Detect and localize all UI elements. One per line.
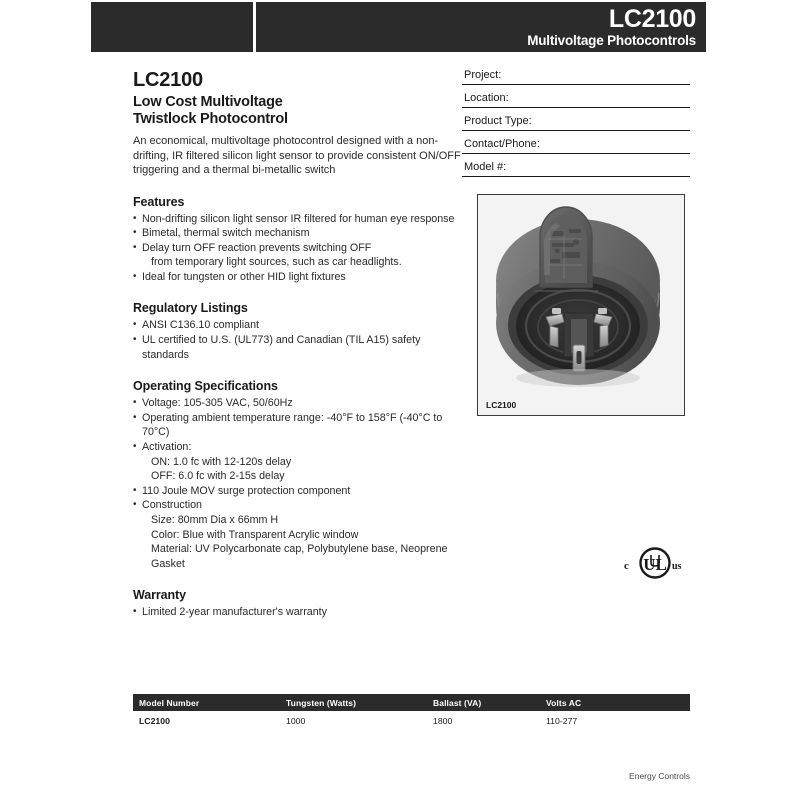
table-cell-ballast-va: 1800 (433, 716, 453, 726)
product-photo (477, 194, 685, 416)
page-footer: Energy Controls (629, 771, 690, 781)
list-item-continuation: Material: UV Polycarbonate cap, Polybutylene base, Neoprene Gasket (151, 543, 448, 570)
list-item: • ANSI C136.10 compliant (133, 318, 463, 333)
regulatory-list (133, 318, 463, 362)
table-row (133, 711, 690, 730)
specifications-table (133, 694, 690, 730)
field-label-model-number: Model #: (464, 161, 507, 173)
list-item: • 110 Joule MOV surge protection component (133, 484, 463, 499)
list-item-continuation: from temporary light sources, such as car headlights. (151, 256, 402, 269)
field-contact-phone[interactable] (462, 131, 690, 154)
section-warranty (133, 588, 463, 620)
list-item: • UL certified to U.S. (UL773) and Canadian (TIL A15) safety standards (133, 333, 463, 362)
product-description: An economical, multivoltage photocontrol designed with a non-drifting, IR filtered silicon light sensor to provide consistent ON/OFF triggering and a thermal bi-metallic switch (133, 135, 461, 176)
section-title-warranty: Warranty (133, 588, 186, 603)
section-title-regulatory: Regulatory Listings (133, 301, 248, 316)
field-label-location: Location: (464, 92, 509, 104)
ul-mark-c-letter: c (624, 560, 629, 572)
field-label-project: Project: (464, 69, 502, 81)
field-product-type[interactable] (462, 108, 690, 131)
list-item: • Delay turn OFF reaction prevents switching OFF (133, 241, 463, 256)
product-photo-caption: LC2100 (486, 400, 517, 410)
ul-mark-letters: UL (643, 555, 667, 574)
field-model-number[interactable] (462, 154, 690, 177)
list-item-continuation: ON: 1.0 fc with 12-120s delay (151, 455, 292, 468)
section-regulatory-listings (133, 301, 463, 362)
field-label-product-type: Product Type: (464, 115, 532, 127)
left-content-column (133, 68, 463, 620)
header-text-group (527, 5, 696, 49)
list-item: • Construction (133, 498, 463, 513)
table-header-cell: Tungsten (Watts) (286, 698, 357, 708)
header-divider (253, 2, 256, 52)
table-header-cell: Ballast (VA) (433, 698, 482, 708)
field-location[interactable] (462, 85, 690, 108)
section-features (133, 195, 463, 285)
list-item: • Ideal for tungsten or other HID light fixtures (133, 270, 463, 285)
operating-list (133, 396, 463, 571)
list-item: • Operating ambient temperature range: -40°F to 158°F (-40°C to 70°C) (133, 411, 463, 440)
table-cell-model-number: LC2100 (139, 716, 170, 726)
ul-listed-icon (622, 546, 688, 580)
page-header-bar (91, 2, 706, 52)
list-item-continuation: OFF: 6.0 fc with 2-15s delay (151, 470, 285, 483)
list-item: • Limited 2-year manufacturer's warranty (133, 605, 463, 620)
features-list (133, 212, 463, 285)
header-subtitle: Multivoltage Photocontrols (527, 33, 696, 48)
culus-certification-mark (622, 546, 688, 580)
field-label-contact-phone: Contact/Phone: (464, 138, 540, 150)
table-header-cell: Volts AC (546, 698, 582, 708)
table-header-cell: Model Number (139, 698, 200, 708)
list-item: • Non-drifting silicon light sensor IR filtered for human eye response (133, 212, 463, 227)
list-item: • Activation: (133, 440, 463, 455)
product-model-heading: LC2100 (133, 69, 203, 91)
table-cell-volts-ac: 110-277 (546, 716, 578, 726)
list-item-continuation: Size: 80mm Dia x 66mm H (151, 514, 279, 526)
table-cell-tungsten-watts: 1000 (286, 716, 306, 726)
product-name-line-1: Low Cost Multivoltage (133, 94, 283, 110)
table-header-row (133, 694, 690, 711)
photocontrol-device-image (478, 195, 684, 415)
field-project[interactable] (462, 62, 690, 85)
list-item-continuation: Color: Blue with Transparent Acrylic window (151, 528, 359, 541)
section-operating-specifications (133, 379, 463, 571)
list-item: • Bimetal, thermal switch mechanism (133, 226, 463, 241)
ul-mark-us-letters: us (672, 561, 682, 572)
section-title-operating: Operating Specifications (133, 379, 278, 394)
product-name-line-2: Twistlock Photocontrol (133, 111, 288, 127)
list-item: • Voltage: 105-305 VAC, 50/60Hz (133, 396, 463, 411)
header-model-title: LC2100 (608, 5, 696, 33)
section-title-features: Features (133, 194, 185, 209)
project-info-fields (462, 62, 690, 177)
